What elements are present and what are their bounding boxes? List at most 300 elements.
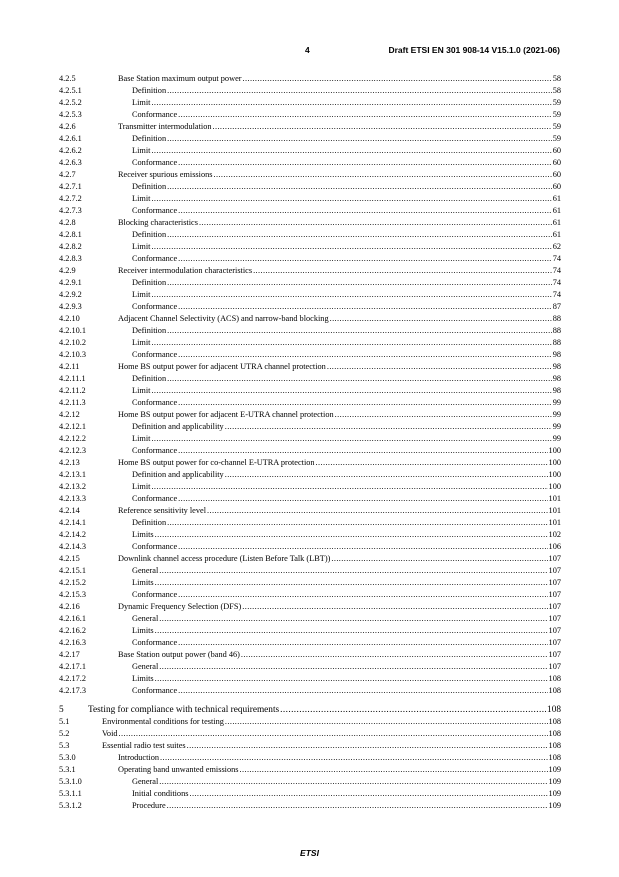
toc-entry[interactable] bbox=[59, 553, 561, 565]
toc-dot-leader bbox=[151, 481, 547, 493]
toc-entry-title: Conformance bbox=[132, 590, 178, 599]
toc-entry-page: 101 bbox=[548, 494, 561, 503]
toc-entry[interactable] bbox=[59, 265, 561, 277]
toc-dot-leader bbox=[243, 73, 552, 85]
toc-entry-number: 4.2.13.3 bbox=[59, 494, 86, 503]
toc-entry[interactable] bbox=[59, 481, 561, 493]
toc-dot-leader bbox=[151, 337, 551, 349]
toc-entry[interactable] bbox=[59, 313, 561, 325]
toc-entry-title: Home BS output power for adjacent UTRA channel protection bbox=[118, 362, 326, 371]
toc-entry-page: 107 bbox=[548, 650, 561, 659]
toc-entry[interactable] bbox=[59, 349, 561, 361]
toc-entry-number: 4.2.15.3 bbox=[59, 590, 86, 599]
toc-entry[interactable] bbox=[59, 445, 561, 457]
toc-entry-title: Conformance bbox=[132, 542, 178, 551]
toc-entry-page: 108 bbox=[547, 705, 561, 715]
toc-entry[interactable] bbox=[59, 97, 561, 109]
toc-dot-leader bbox=[178, 349, 552, 361]
toc-entry-number: 4.2.12 bbox=[59, 410, 80, 419]
toc-dot-leader bbox=[225, 469, 548, 481]
toc-entry[interactable] bbox=[59, 373, 561, 385]
toc-entry-number: 4.2.15.1 bbox=[59, 566, 86, 575]
toc-entry-number: 4.2.6 bbox=[59, 122, 76, 131]
toc-dot-leader bbox=[178, 109, 552, 121]
toc-entry-number: 4.2.12.3 bbox=[59, 446, 86, 455]
toc-entry-page: 109 bbox=[548, 801, 561, 810]
toc-dot-leader bbox=[151, 145, 551, 157]
toc-dot-leader bbox=[330, 313, 552, 325]
toc-entry-page: 108 bbox=[548, 674, 561, 683]
toc-entry-number: 4.2.11.2 bbox=[59, 386, 86, 395]
toc-entry-number: 5.1 bbox=[59, 717, 70, 726]
toc-entry-number: 4.2.15 bbox=[59, 554, 80, 563]
toc-entry[interactable] bbox=[59, 505, 561, 517]
toc-dot-leader bbox=[167, 373, 552, 385]
toc-entry-page: 107 bbox=[548, 614, 561, 623]
toc-entry-number: 4.2.17.1 bbox=[59, 662, 86, 671]
toc-entry-page: 99 bbox=[552, 422, 561, 431]
toc-dot-leader bbox=[225, 716, 548, 728]
toc-dot-leader bbox=[225, 421, 552, 433]
toc-entry-title: Definition bbox=[132, 230, 167, 239]
toc-entry-number: 4.2.9 bbox=[59, 266, 76, 275]
toc-entry-number: 4.2.17 bbox=[59, 650, 80, 659]
toc-dot-leader bbox=[178, 685, 547, 697]
toc-entry[interactable] bbox=[59, 788, 561, 800]
toc-dot-leader bbox=[167, 517, 547, 529]
toc-entry-page: 60 bbox=[552, 182, 561, 191]
toc-entry-page: 59 bbox=[552, 122, 561, 131]
toc-entry[interactable] bbox=[59, 121, 561, 133]
toc-dot-leader bbox=[151, 433, 551, 445]
toc-dot-leader bbox=[253, 265, 552, 277]
toc-entry-number: 4.2.14.3 bbox=[59, 542, 86, 551]
toc-entry-title: Environmental conditions for testing bbox=[102, 717, 224, 726]
toc-entry[interactable] bbox=[59, 589, 561, 601]
toc-entry-page: 98 bbox=[552, 374, 561, 383]
toc-entry[interactable] bbox=[59, 433, 561, 445]
toc-entry-number: 4.2.16.1 bbox=[59, 614, 86, 623]
toc-entry-number: 5.3.1 bbox=[59, 765, 76, 774]
toc-entry-title: Definition bbox=[132, 134, 167, 143]
toc-entry-title: Transmitter intermodulation bbox=[118, 122, 212, 131]
toc-entry[interactable] bbox=[59, 85, 561, 97]
toc-entry-title: Downlink channel access procedure (Listen Before Talk (LBT)) bbox=[118, 554, 331, 563]
toc-entry-number: 4.2.17.3 bbox=[59, 686, 86, 695]
toc-entry-title: Conformance bbox=[132, 398, 178, 407]
toc-entry-title: Adjacent Channel Selectivity (ACS) and narrow-band blocking bbox=[118, 314, 329, 323]
toc-entry-title: Initial conditions bbox=[132, 789, 189, 798]
toc-dot-leader bbox=[316, 457, 548, 469]
toc-entry-title: Operating band unwanted emissions bbox=[118, 765, 239, 774]
toc-dot-leader bbox=[159, 776, 547, 788]
toc-dot-leader bbox=[213, 169, 551, 181]
toc-entry-title: Conformance bbox=[132, 686, 178, 695]
toc-entry-title: Conformance bbox=[132, 302, 178, 311]
toc-dot-leader bbox=[327, 361, 552, 373]
toc-entry-number: 4.2.11 bbox=[59, 362, 80, 371]
toc-dot-leader bbox=[241, 649, 548, 661]
toc-entry-page: 61 bbox=[552, 218, 561, 227]
toc-dot-leader bbox=[160, 752, 548, 764]
toc-dot-leader bbox=[159, 613, 547, 625]
toc-entry-page: 99 bbox=[552, 410, 561, 419]
toc-entry-title: Base Station output power (band 46) bbox=[118, 650, 240, 659]
toc-dot-leader bbox=[189, 788, 547, 800]
toc-entry-number: 4.2.6.2 bbox=[59, 146, 82, 155]
toc-entry-page: 99 bbox=[552, 434, 561, 443]
toc-dot-leader bbox=[159, 565, 547, 577]
toc-entry-number: 5.2 bbox=[59, 729, 70, 738]
toc-dot-leader bbox=[151, 241, 551, 253]
toc-entry-number: 4.2.7.1 bbox=[59, 182, 82, 191]
toc-entry-number: 4.2.16.2 bbox=[59, 626, 86, 635]
toc-entry-number: 4.2.10.2 bbox=[59, 338, 86, 347]
toc-entry[interactable] bbox=[59, 613, 561, 625]
toc-entry-number: 4.2.14 bbox=[59, 506, 80, 515]
toc-entry-number: 4.2.10.1 bbox=[59, 326, 86, 335]
toc-entry-page: 60 bbox=[552, 146, 561, 155]
toc-entry-title: Conformance bbox=[132, 158, 178, 167]
toc-entry[interactable] bbox=[59, 181, 561, 193]
toc-dot-leader bbox=[167, 229, 552, 241]
toc-dot-leader bbox=[213, 121, 552, 133]
toc-entry-page: 61 bbox=[552, 206, 561, 215]
toc-entry-page: 59 bbox=[552, 134, 561, 143]
toc-dot-leader bbox=[167, 181, 552, 193]
toc-entry-page: 108 bbox=[548, 686, 561, 695]
toc-entry-number: 4.2.10.3 bbox=[59, 350, 86, 359]
toc-entry-page: 107 bbox=[548, 662, 561, 671]
toc-entry-page: 101 bbox=[548, 518, 561, 527]
toc-entry-number: 4.2.5.2 bbox=[59, 98, 82, 107]
toc-entry-title: Conformance bbox=[132, 254, 178, 263]
page-number: 4 bbox=[305, 45, 310, 55]
toc-entry[interactable] bbox=[59, 277, 561, 289]
toc-entry-title: Testing for compliance with technical requirements bbox=[88, 705, 280, 715]
toc-dot-leader bbox=[178, 637, 547, 649]
toc-dot-leader bbox=[178, 493, 547, 505]
toc-entry-page: 58 bbox=[552, 86, 561, 95]
toc-entry-number: 4.2.9.3 bbox=[59, 302, 82, 311]
toc-entry-title: Home BS output power for co-channel E-UTRA protection bbox=[118, 458, 315, 467]
toc-entry-title: Definition bbox=[132, 518, 167, 527]
toc-entry-title: Conformance bbox=[132, 494, 178, 503]
toc-entry[interactable] bbox=[59, 73, 561, 85]
toc-entry-title: Limit bbox=[132, 338, 151, 347]
toc-entry-title: Definition bbox=[132, 86, 167, 95]
toc-entry-page: 61 bbox=[552, 230, 561, 239]
toc-entry[interactable] bbox=[59, 109, 561, 121]
toc-dot-leader bbox=[178, 253, 552, 265]
toc-entry-page: 58 bbox=[552, 74, 561, 83]
toc-entry-number: 4.2.8.2 bbox=[59, 242, 82, 251]
toc-entry-number: 4.2.5.1 bbox=[59, 86, 82, 95]
toc-entry-number: 4.2.11.1 bbox=[59, 374, 86, 383]
toc-entry-number: 4.2.16 bbox=[59, 602, 80, 611]
toc-entry-page: 107 bbox=[548, 602, 561, 611]
toc-dot-leader bbox=[159, 661, 547, 673]
toc-entry-number: 4.2.12.1 bbox=[59, 422, 86, 431]
toc-entry-number: 5.3 bbox=[59, 741, 70, 750]
toc-entry[interactable] bbox=[59, 205, 561, 217]
toc-entry[interactable] bbox=[59, 649, 561, 661]
toc-dot-leader bbox=[167, 800, 548, 812]
toc-entry[interactable] bbox=[59, 625, 561, 637]
toc-entry-title: Limits bbox=[132, 626, 154, 635]
toc-entry-title: Home BS output power for adjacent E-UTRA channel protection bbox=[118, 410, 334, 419]
toc-entry-title: Definition bbox=[132, 326, 167, 335]
toc-entry[interactable] bbox=[59, 193, 561, 205]
toc-dot-leader bbox=[178, 157, 552, 169]
toc-entry-title: Limit bbox=[132, 98, 151, 107]
toc-entry-number: 4.2.8.3 bbox=[59, 254, 82, 263]
toc-entry-title: Limit bbox=[132, 386, 151, 395]
toc-entry[interactable] bbox=[59, 541, 561, 553]
toc-entry-page: 62 bbox=[552, 242, 561, 251]
toc-entry-title: Procedure bbox=[132, 801, 166, 810]
toc-dot-leader bbox=[155, 625, 548, 637]
toc-dot-leader bbox=[151, 193, 551, 205]
toc-entry-title: Conformance bbox=[132, 350, 178, 359]
toc-entry-page: 98 bbox=[552, 350, 561, 359]
toc-entry-number: 4.2.7.3 bbox=[59, 206, 82, 215]
toc-entry-page: 88 bbox=[552, 326, 561, 335]
toc-dot-leader bbox=[178, 205, 552, 217]
toc-entry-title: Void bbox=[102, 729, 118, 738]
toc-entry[interactable] bbox=[59, 637, 561, 649]
toc-entry-number: 4.2.7 bbox=[59, 170, 76, 179]
toc-entry-title: Blocking characteristics bbox=[118, 218, 198, 227]
toc-entry-page: 109 bbox=[548, 765, 561, 774]
toc-entry-page: 109 bbox=[548, 789, 561, 798]
toc-entry-page: 98 bbox=[552, 362, 561, 371]
toc-dot-leader bbox=[335, 409, 552, 421]
toc-entry-number: 4.2.14.1 bbox=[59, 518, 86, 527]
toc-entry-title: Conformance bbox=[132, 206, 178, 215]
toc-entry-number: 4.2.6.1 bbox=[59, 134, 82, 143]
toc-entry-title: Receiver spurious emissions bbox=[118, 170, 213, 179]
toc-entry[interactable] bbox=[59, 740, 561, 752]
toc-entry-page: 61 bbox=[552, 194, 561, 203]
toc-dot-leader bbox=[187, 740, 548, 752]
toc-entry[interactable] bbox=[59, 716, 561, 728]
toc-entry-title: Limit bbox=[132, 482, 151, 491]
toc-entry-number: 4.2.15.2 bbox=[59, 578, 86, 587]
toc-dot-leader bbox=[167, 133, 552, 145]
toc-entry[interactable] bbox=[59, 673, 561, 685]
toc-dot-leader bbox=[155, 529, 548, 541]
table-of-contents bbox=[59, 73, 561, 812]
toc-entry-title: General bbox=[132, 777, 159, 786]
toc-entry-number: 4.2.14.2 bbox=[59, 530, 86, 539]
toc-entry-number: 4.2.13.2 bbox=[59, 482, 86, 491]
toc-entry[interactable] bbox=[59, 565, 561, 577]
toc-entry-title: General bbox=[132, 614, 159, 623]
toc-entry-page: 108 bbox=[548, 717, 561, 726]
toc-entry[interactable] bbox=[59, 517, 561, 529]
toc-dot-leader bbox=[119, 728, 548, 740]
toc-entry[interactable] bbox=[59, 577, 561, 589]
toc-entry[interactable] bbox=[59, 337, 561, 349]
toc-entry-title: Definition bbox=[132, 278, 167, 287]
toc-entry[interactable] bbox=[59, 289, 561, 301]
toc-entry-page: 100 bbox=[548, 446, 561, 455]
toc-entry-number: 4.2.12.2 bbox=[59, 434, 86, 443]
toc-entry[interactable] bbox=[59, 457, 561, 469]
toc-entry[interactable] bbox=[59, 385, 561, 397]
toc-entry-page: 107 bbox=[548, 590, 561, 599]
toc-entry[interactable] bbox=[59, 493, 561, 505]
toc-dot-leader bbox=[178, 541, 547, 553]
toc-entry[interactable] bbox=[59, 361, 561, 373]
toc-dot-leader bbox=[167, 85, 552, 97]
toc-entry[interactable] bbox=[59, 601, 561, 613]
toc-entry[interactable] bbox=[59, 469, 561, 481]
toc-entry[interactable] bbox=[59, 145, 561, 157]
toc-entry-page: 102 bbox=[548, 530, 561, 539]
toc-entry[interactable] bbox=[59, 661, 561, 673]
toc-entry[interactable] bbox=[59, 217, 561, 229]
toc-entry-page: 74 bbox=[552, 278, 561, 287]
toc-entry[interactable] bbox=[59, 409, 561, 421]
toc-entry-number: 4.2.17.2 bbox=[59, 674, 86, 683]
toc-dot-leader bbox=[178, 445, 547, 457]
toc-entry-page: 100 bbox=[548, 458, 561, 467]
toc-entry-title: Limit bbox=[132, 194, 151, 203]
toc-entry[interactable] bbox=[59, 685, 561, 697]
toc-entry-page: 59 bbox=[552, 98, 561, 107]
toc-entry-title: Definition and applicability bbox=[132, 470, 224, 479]
toc-entry-number: 4.2.8 bbox=[59, 218, 76, 227]
toc-entry-title: General bbox=[132, 566, 159, 575]
toc-entry-number: 4.2.5.3 bbox=[59, 110, 82, 119]
toc-entry-title: Essential radio test suites bbox=[102, 741, 186, 750]
toc-entry[interactable] bbox=[59, 776, 561, 788]
toc-entry-page: 74 bbox=[552, 266, 561, 275]
toc-dot-leader bbox=[155, 577, 548, 589]
toc-entry[interactable] bbox=[59, 800, 561, 812]
toc-entry[interactable] bbox=[59, 157, 561, 169]
toc-entry-page: 108 bbox=[548, 741, 561, 750]
document-title: Draft ETSI EN 301 908-14 V15.1.0 (2021-06) bbox=[388, 45, 560, 55]
toc-entry-title: Limit bbox=[132, 290, 151, 299]
toc-entry[interactable] bbox=[59, 397, 561, 409]
toc-entry-number: 4.2.16.3 bbox=[59, 638, 86, 647]
toc-entry[interactable] bbox=[59, 728, 561, 740]
toc-entry-number: 4.2.13.1 bbox=[59, 470, 86, 479]
toc-entry-page: 107 bbox=[548, 578, 561, 587]
toc-entry-title: Definition and applicability bbox=[132, 422, 224, 431]
toc-entry-page: 88 bbox=[552, 314, 561, 323]
toc-entry-title: Limit bbox=[132, 434, 151, 443]
toc-entry[interactable] bbox=[59, 241, 561, 253]
toc-entry-number: 4.2.10 bbox=[59, 314, 80, 323]
toc-dot-leader bbox=[242, 601, 547, 613]
toc-entry-title: Limits bbox=[132, 674, 154, 683]
toc-entry-page: 99 bbox=[552, 398, 561, 407]
toc-entry-title: Definition bbox=[132, 182, 167, 191]
toc-entry-page: 107 bbox=[548, 554, 561, 563]
footer-etsi-logo: ETSI bbox=[300, 848, 319, 858]
toc-entry-number: 5.3.0 bbox=[59, 753, 76, 762]
toc-entry-title: Introduction bbox=[118, 753, 160, 762]
toc-entry-page: 108 bbox=[548, 753, 561, 762]
toc-entry[interactable] bbox=[59, 752, 561, 764]
toc-entry-page: 100 bbox=[548, 470, 561, 479]
toc-dot-leader bbox=[240, 764, 548, 776]
toc-dot-leader bbox=[155, 673, 548, 685]
toc-entry-page: 59 bbox=[552, 110, 561, 119]
toc-entry-number: 4.2.9.2 bbox=[59, 290, 82, 299]
toc-dot-leader bbox=[280, 704, 546, 716]
toc-entry-number: 4.2.11.3 bbox=[59, 398, 86, 407]
toc-entry[interactable] bbox=[59, 764, 561, 776]
toc-entry-number: 4.2.6.3 bbox=[59, 158, 82, 167]
toc-dot-leader bbox=[151, 97, 551, 109]
toc-entry-page: 74 bbox=[552, 290, 561, 299]
toc-dot-leader bbox=[207, 505, 548, 517]
toc-entry-number: 5.3.1.1 bbox=[59, 789, 82, 798]
toc-dot-leader bbox=[199, 217, 552, 229]
toc-entry-title: Definition bbox=[132, 374, 167, 383]
toc-entry[interactable] bbox=[59, 704, 561, 716]
toc-entry-title: Conformance bbox=[132, 110, 178, 119]
toc-entry-title: Receiver intermodulation characteristics bbox=[118, 266, 253, 275]
toc-entry-number: 4.2.7.2 bbox=[59, 194, 82, 203]
toc-entry-page: 98 bbox=[552, 386, 561, 395]
toc-entry-number: 5.3.1.0 bbox=[59, 777, 82, 786]
toc-entry[interactable] bbox=[59, 169, 561, 181]
toc-entry[interactable] bbox=[59, 229, 561, 241]
toc-entry-title: Conformance bbox=[132, 638, 178, 647]
toc-entry-title: General bbox=[132, 662, 159, 671]
toc-entry-page: 100 bbox=[548, 482, 561, 491]
toc-entry-title: Reference sensitivity level bbox=[118, 506, 207, 515]
toc-entry-title: Limits bbox=[132, 578, 154, 587]
toc-entry-title: Base Station maximum output power bbox=[118, 74, 242, 83]
toc-entry-page: 108 bbox=[548, 729, 561, 738]
toc-entry-number: 4.2.13 bbox=[59, 458, 80, 467]
toc-entry-page: 60 bbox=[552, 170, 561, 179]
toc-entry[interactable] bbox=[59, 421, 561, 433]
toc-entry-number: 5 bbox=[59, 705, 64, 715]
toc-entry-page: 87 bbox=[552, 302, 561, 311]
toc-dot-leader bbox=[151, 385, 551, 397]
toc-entry[interactable] bbox=[59, 325, 561, 337]
toc-dot-leader bbox=[151, 289, 551, 301]
toc-dot-leader bbox=[178, 301, 552, 313]
toc-entry-title: Limit bbox=[132, 146, 151, 155]
toc-entry-title: Limit bbox=[132, 242, 151, 251]
toc-dot-leader bbox=[167, 277, 552, 289]
toc-dot-leader bbox=[178, 589, 547, 601]
toc-entry-title: Conformance bbox=[132, 446, 178, 455]
toc-entry-page: 107 bbox=[548, 626, 561, 635]
toc-entry[interactable] bbox=[59, 529, 561, 541]
toc-entry-page: 107 bbox=[548, 638, 561, 647]
toc-entry-page: 106 bbox=[548, 542, 561, 551]
toc-entry[interactable] bbox=[59, 253, 561, 265]
toc-dot-leader bbox=[178, 397, 552, 409]
toc-entry-page: 88 bbox=[552, 338, 561, 347]
toc-entry-title: Limits bbox=[132, 530, 154, 539]
toc-entry-number: 4.2.9.1 bbox=[59, 278, 82, 287]
toc-dot-leader bbox=[331, 553, 547, 565]
toc-entry-page: 107 bbox=[548, 566, 561, 575]
toc-entry[interactable] bbox=[59, 133, 561, 145]
toc-entry[interactable] bbox=[59, 301, 561, 313]
